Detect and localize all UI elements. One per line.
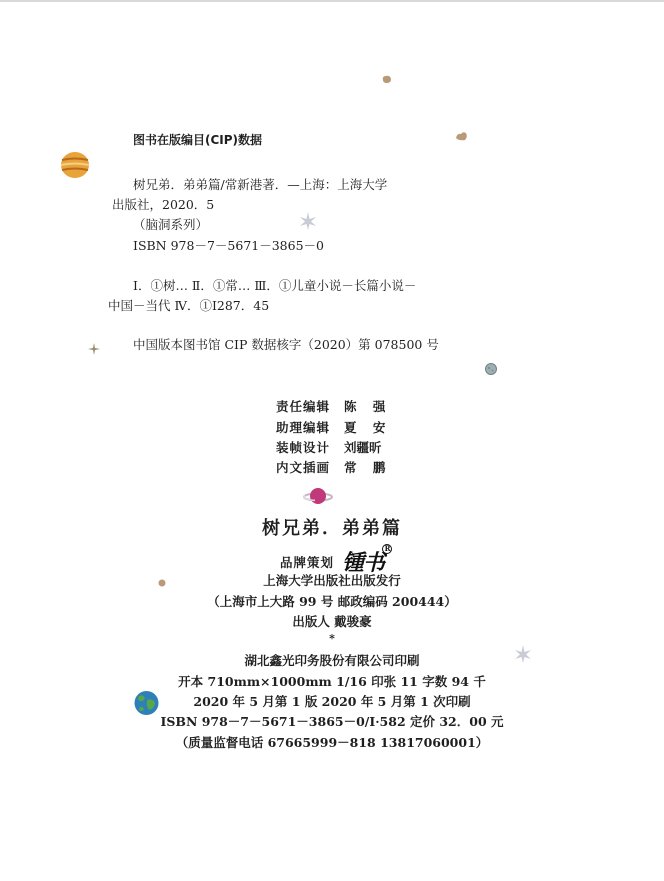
quality-phone-line: （质量监督电话 67665999－818 13817060001） bbox=[175, 735, 489, 750]
cip-line: ISBN 978－7－5671－3865－0 bbox=[133, 238, 324, 253]
twinkle-star-icon bbox=[88, 343, 100, 355]
registered-mark-icon: R bbox=[382, 544, 392, 554]
earth-planet-icon bbox=[133, 690, 160, 716]
cip-title: 图书在版编目(CIP)数据 bbox=[133, 133, 263, 147]
printer: 湖北鑫光印务股份有限公司印刷 bbox=[244, 653, 420, 668]
staff-name: 陈 强 bbox=[344, 399, 392, 414]
brand-label: 品牌策划 bbox=[279, 554, 334, 570]
isbn-price-line: ISBN 978－7－5671－3865－0/I·582 定价 32．00 元 bbox=[160, 714, 504, 729]
staff-row bbox=[276, 458, 391, 476]
separator: * bbox=[329, 632, 335, 645]
jupiter-planet-icon bbox=[60, 151, 90, 179]
staff-role: 责任编辑 bbox=[276, 399, 331, 414]
staff-row bbox=[276, 438, 382, 456]
cip-line: （脑洞系列） bbox=[133, 217, 209, 232]
staff-role: 助理编辑 bbox=[276, 420, 331, 435]
asteroid-icon bbox=[157, 578, 167, 588]
staff-role: 内文插画 bbox=[276, 460, 331, 475]
asteroid-icon bbox=[455, 130, 469, 142]
star-icon bbox=[298, 211, 318, 231]
edition-line: 2020 年 5 月第 1 版 2020 年 5 月第 1 次印刷 bbox=[193, 694, 471, 709]
asteroid-icon bbox=[381, 74, 393, 84]
publisher-address: （上海市上大路 99 号 邮政编码 200444） bbox=[207, 594, 457, 609]
top-rule bbox=[0, 0, 664, 2]
staff-row bbox=[276, 418, 391, 436]
cip-line: 树兄弟．弟弟篇/常新港著．—上海：上海大学 bbox=[133, 177, 388, 192]
cip-line: 出版社，2020．5 bbox=[112, 197, 215, 212]
cip-line: Ⅰ．①树… Ⅱ．①常… Ⅲ．①儿童小说－长篇小说－ bbox=[133, 278, 417, 293]
cip-line: 中国－当代 Ⅳ．①I287．45 bbox=[108, 298, 270, 313]
staff-role: 装帧设计 bbox=[276, 440, 331, 455]
brand-logo: 锺书 R bbox=[342, 546, 384, 577]
staff-name: 夏 安 bbox=[344, 420, 392, 435]
cip-line: 中国版本图书馆 CIP 数据核字（2020）第 078500 号 bbox=[133, 337, 439, 352]
book-title: 树兄弟．弟弟篇 bbox=[262, 518, 402, 539]
moon-icon bbox=[484, 362, 498, 376]
format-line: 开本 710mm×1000mm 1/16 印张 11 字数 94 千 bbox=[178, 674, 486, 689]
staff-name: 刘疆昕 bbox=[344, 440, 382, 455]
publisher-line: 上海大学出版社出版发行 bbox=[263, 573, 401, 588]
staff-name: 常 鹏 bbox=[344, 460, 392, 475]
star-icon bbox=[513, 644, 533, 664]
staff-row bbox=[276, 397, 391, 415]
saturn-planet-icon bbox=[303, 486, 333, 508]
publisher-person: 出版人 戴骏豪 bbox=[292, 614, 372, 629]
